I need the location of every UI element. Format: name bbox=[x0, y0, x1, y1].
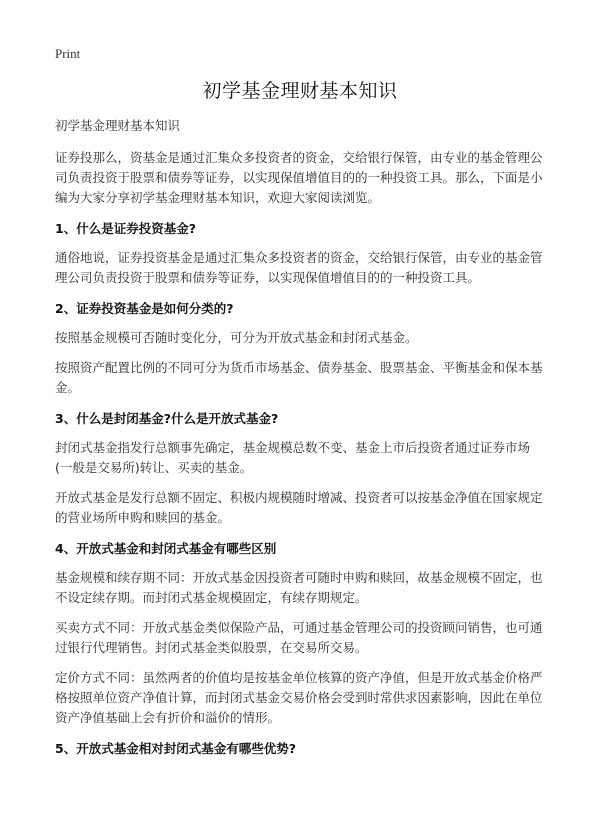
section-heading: 1、什么是证券投资基金? bbox=[55, 221, 196, 236]
section-paragraph: 买卖方式不同：开放式基金类似保险产品，可通过基金管理公司的投资顾问销售，也可通过银行代理销售。封闭式基金类似股票，在交易所交易。 bbox=[55, 620, 543, 655]
section-paragraph: 封闭式基金指发行总额事先确定，基金规模总数不变、基金上市后投资者通过证券市场(一般是交易所)转让、买卖的基金。 bbox=[55, 440, 531, 475]
section-paragraph: 通俗地说，证券投资基金是通过汇集众多投资者的资金，交给银行保管，由专业的基金管理公司负责投资于股票和债券等证券，以实现保值增值目的的一种投资工具。 bbox=[55, 250, 543, 285]
page-title: 初学基金理财基本知识 bbox=[202, 80, 398, 102]
print-link[interactable]: Print bbox=[55, 46, 81, 61]
section-paragraph: 按照资产配置比例的不同可分为货币市场基金、债券基金、股票基金、平衡基金和保本基金。 bbox=[55, 360, 543, 395]
section-heading: 5、开放式基金相对封闭式基金有哪些优势? bbox=[55, 741, 296, 756]
section-paragraph: 开放式基金是发行总额不固定、积极内规模随时增减、投资者可以按基金净值在国家规定的营业场所申购和赎回的基金。 bbox=[55, 490, 543, 525]
section-heading: 3、什么是封闭基金?什么是开放式基金? bbox=[55, 411, 279, 426]
section-heading: 4、开放式基金和封闭式基金有哪些区别 bbox=[55, 541, 277, 556]
article-subtitle: 初学基金理财基本知识 bbox=[55, 118, 181, 133]
section-paragraph: 基金规模和续存期不同：开放式基金因投资者可随时申购和赎回，故基金规模不固定，也不设定续存期。而封闭式基金规模固定，有续存期规定。 bbox=[55, 570, 543, 605]
section-paragraph: 按照基金规模可否随时变化分，可分为开放式基金和封闭式基金。 bbox=[55, 330, 418, 345]
section-paragraph: 定价方式不同：虽然两者的价值均是按基金单位核算的资产净值，但是开放式基金价格严格按照单位资产净值计算，而封闭式基金交易价格会受到时常供求因素影响，因此在单位资产净值基础上会有折价和溢价的情形。 bbox=[55, 670, 543, 725]
article-body bbox=[55, 116, 547, 768]
intro-paragraph: 证券投那么，资基金是通过汇集众多投资者的资金，交给银行保管，由专业的基金管理公司负责投资于股票和债券等证券，以实现保值增值目的的一种投资工具。那么，下面是小编为大家分享初学基金理财基本知识，欢迎大家阅读浏览。 bbox=[55, 150, 543, 205]
section-heading: 2、证券投资基金是如何分类的? bbox=[55, 301, 234, 316]
